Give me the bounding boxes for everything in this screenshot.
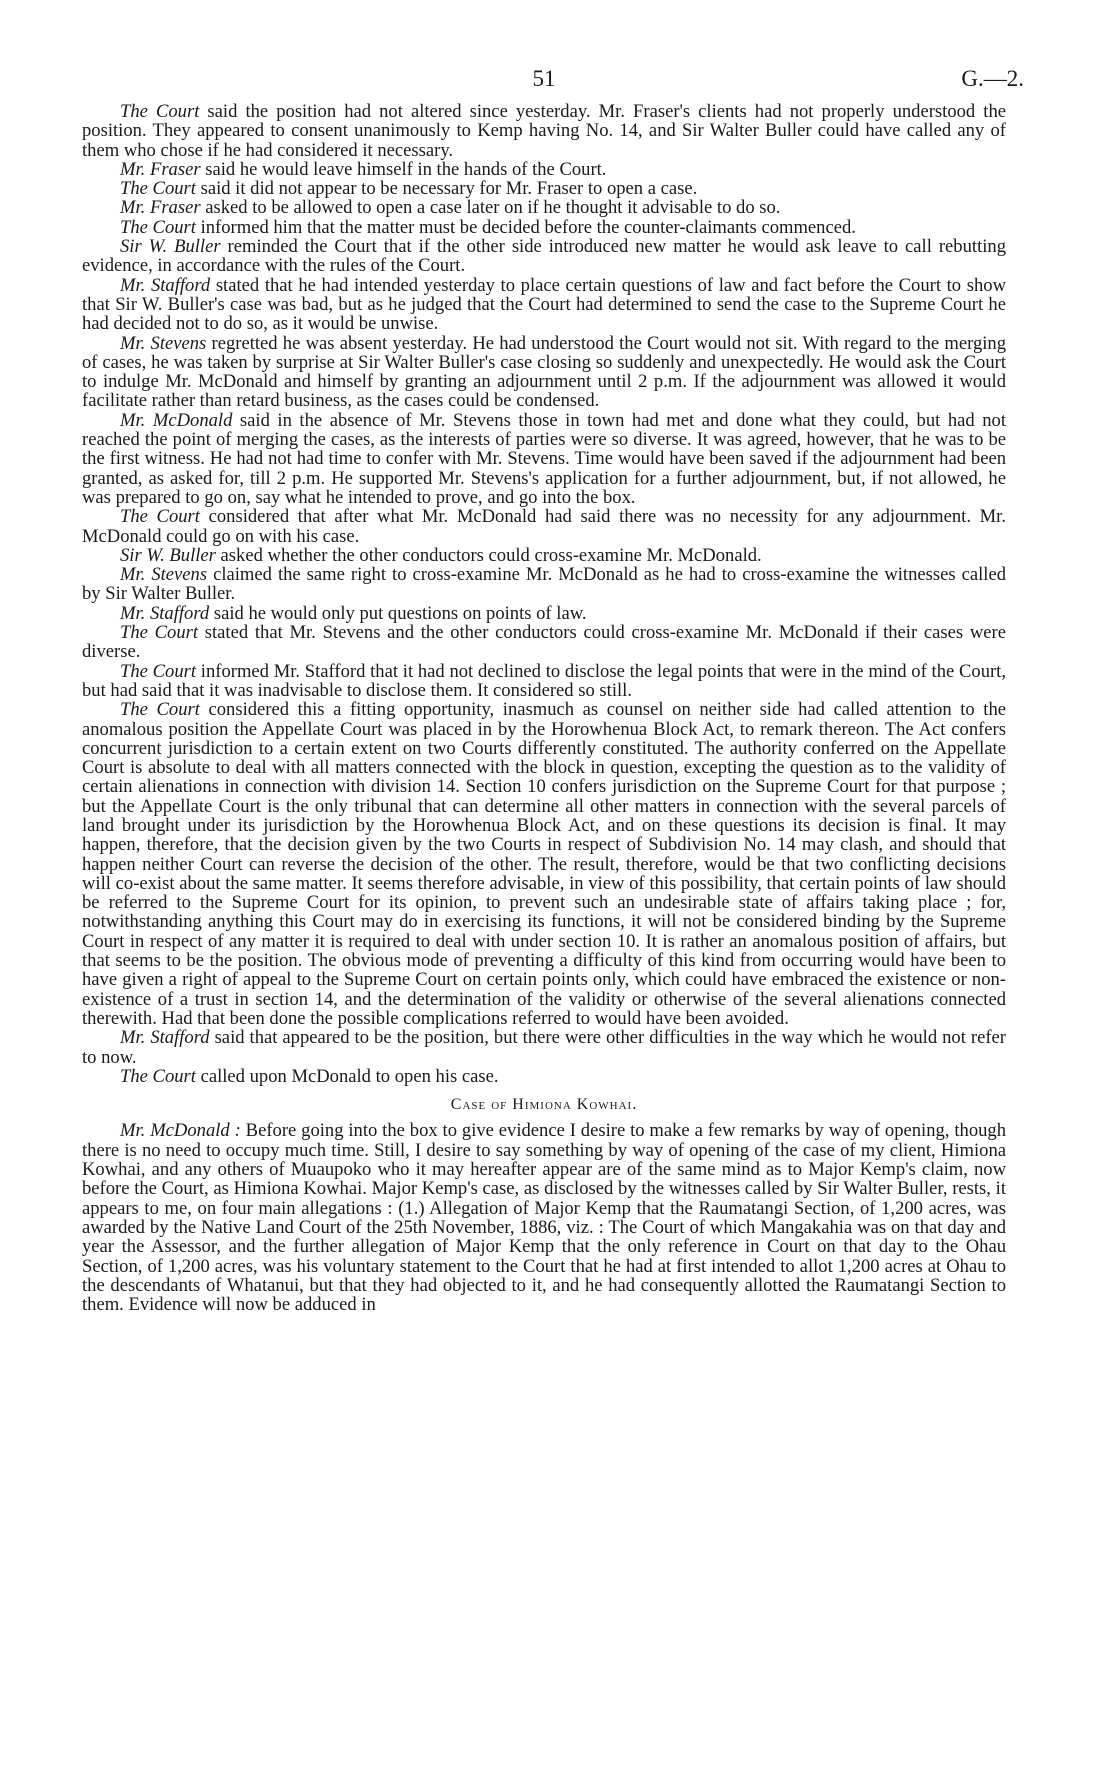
speaker-name: The Court: [120, 699, 200, 721]
speaker-name: Mr. Stafford: [120, 274, 211, 296]
speaker-name: Mr. Fraser: [120, 197, 201, 219]
paragraph-text: informed Mr. Stafford that it had not declined to disclose the legal points that were in the mind of the Court, but had said that it was inadvisable to disclose them. It considered so still.: [82, 660, 1006, 701]
paragraph: [82, 546, 1006, 565]
proceedings-section: [82, 102, 1006, 1086]
speaker-name: Mr. McDonald: [120, 409, 233, 431]
paragraph: [82, 604, 1006, 623]
paragraph-text: claimed the same right to cross-examine Mr. McDonald as he had to cross-examine the witnesses called by Sir Walter Buller.: [82, 564, 1006, 605]
page-number: 51: [532, 66, 556, 91]
paragraph: [82, 1121, 1006, 1314]
paragraph-text: reminded the Court that if the other side introduced new matter he would ask leave to call rebutting evidence, in accordance with the rules of the Court.: [82, 236, 1006, 277]
speaker-name: The Court: [120, 101, 200, 122]
paragraph-text: said in the absence of Mr. Stevens those in town had met and done what they could, but had not reached the point of merging the cases, as the interests of parties were so diverse. It was agreed, however, that he was to be the first witness. He had not had time to confer with Mr. Stevens. Time would have been saved if the adjournment had been granted, as asked for, till 2 p.m. He supported Mr. Stevens's application for a further adjournment, but, if not allowed, he was prepared to go on, say what he intended to prove, and go into the box.: [82, 409, 1007, 508]
paragraph: [82, 411, 1006, 507]
speaker-name: Mr. Stevens: [120, 564, 208, 586]
paragraph-text: stated that Mr. Stevens and the other conductors could cross-examine Mr. McDonald if their cases were diverse.: [82, 622, 1006, 663]
paragraph-text: stated that he had intended yesterday to place certain questions of law and fact before the Court to show that Sir W. Buller's case was bad, but as he judged that the Court had determined to send the case to the Supreme Court he had decided not to do so, as it would be unwise.: [82, 274, 1006, 335]
paragraph: [82, 102, 1006, 160]
speaker-name: Mr. Stafford: [120, 1027, 210, 1049]
speaker-name: The Court: [120, 1065, 196, 1087]
paragraph-text: asked to be allowed to open a case later on if he thought it advisable to do so.: [200, 197, 781, 219]
section-heading: Case of Himiona Kowhai.: [450, 1096, 638, 1114]
speaker-name: The Court: [120, 216, 196, 238]
paragraph-text: Before going into the box to give evidence I desire to make a few remarks by way of opening, though there is no need to occupy much time. Still, I desire to say something by way of opening of the case of my client, Himiona Kowhai, and any others of Muaupoko who it may hereafter appear are of the same mind as to Major Kemp's claim, now before the Court, as Himiona Kowhai. Major Kemp's case, as disclosed by the witnesses called by Sir Walter Buller, rests, it appears to me, on four main allegations : (1.) Allegation of Major Kemp that the Raumatangi Section, of 1,200 acres, was awarded by the Native Land Court of the 25th November, 1886, viz. : The Court of which Mangakahia was on that day and year the Assessor, and the further allegation of Major Kemp that the only reference in Court on that day to the Ohau Section, of 1,200 acres, was his voluntary statement to the Court that he had at first intended to allot 1,200 acres at Ohau to the descendants of Whatanui, but that they had objected to it, and he had consequently allotted the Raumatangi Section to them. Evidence will now be adduced in: [82, 1120, 1007, 1316]
paragraph: [82, 507, 1006, 546]
paragraph-text: considered this a fitting opportunity, inasmuch as counsel on neither side had called attention to the anomalous position the Appellate Court was placed in by the Horowhenua Block Act, to remark thereon. The Act confers concurrent jurisdiction to a certain extent on two Courts differently constituted. The authority conferred on the Appellate Court is absolute to deal with all matters connected with the block in question, excepting the question as to the validity of certain alienations in connection with division 14. Section 10 confers jurisdiction on the Supreme Court for that purpose ; but the Appellate Court is the only tribunal that can determine all other matters in connection with the several parcels of land brought under its jurisdiction by the Horowhenua Block Act, and on these questions its decision is final. It may happen, therefore, that the decision given by the two Courts in respect of Subdivision No. 14 may clash, and should that happen neither Court can reverse the decision of the other. The result, therefore, would be that two conflicting decisions will co-exist about the same matter. It seems therefore advisable, in view of this possibility, that certain points of law should be referred to the Supreme Court for its opinion, to prevent such an undesirable state of affairs taking place ; for, notwithstanding anything this Court may do in exercising its functions, it will not be considered binding by the Supreme Court in respect of any matter it is required to deal with under section 10. It is rather an anomalous position of affairs, but that seems to be the position. The obvious mode of preventing a difficulty of this kind from occurring would have been to have given a right of appeal to the Supreme Court on certain points only, which could have embraced the existence or non-existence of a trust in section 14, and the determination of the validity or otherwise of the several alienations connected therewith. Had that been done the possible complications referred to would have been avoided.: [82, 699, 1006, 1029]
speaker-name: The Court: [120, 622, 199, 644]
speaker-name: Sir W. Buller: [120, 236, 221, 258]
document-reference: G.—2.: [961, 66, 1024, 91]
paragraph-text: said he would only put questions on points of law.: [209, 602, 587, 624]
paragraph: [82, 565, 1006, 604]
paragraph-text: asked whether the other conductors could cross-examine Mr. McDonald.: [215, 544, 762, 566]
paragraph-text: called upon McDonald to open his case.: [195, 1065, 499, 1087]
paragraph-text: said that appeared to be the position, but there were other difficulties in the way which he would not refer to now.: [82, 1027, 1006, 1068]
paragraph: [82, 334, 1006, 411]
opening-statement-section: [82, 1121, 1006, 1314]
paragraph: [82, 700, 1006, 1028]
speaker-name: The Court: [120, 506, 200, 528]
paragraph-text: regretted he was absent yesterday. He had understood the Court would not sit. With regard to the merging of cases, he was taken by surprise at Sir Walter Buller's case closing so suddenly and unexpectedly. He would ask the Court to indulge Mr. McDonald and himself by granting an adjournment until 2 p.m. If the adjournment was allowed it would facilitate rather than retard business, as the cases could be condensed.: [82, 332, 1007, 412]
paragraph: [82, 623, 1006, 662]
paragraph-text: considered that after what Mr. McDonald had said there was no necessity for any adjournment. Mr. McDonald could go on with his case.: [82, 506, 1006, 547]
paragraph: [82, 218, 1006, 237]
speaker-name: Mr. Stafford: [120, 602, 210, 624]
paragraph-text: said it did not appear to be necessary for Mr. Fraser to open a case.: [195, 178, 698, 200]
page-header: [82, 66, 1024, 102]
paragraph: [82, 276, 1006, 334]
speaker-name: Mr. Fraser: [120, 158, 201, 180]
speaker-name: The Court: [120, 178, 196, 200]
speaker-name: The Court: [120, 660, 197, 682]
document-page: [82, 66, 1024, 1316]
paragraph: [82, 179, 1006, 198]
paragraph-text: informed him that the matter must be decided before the counter-claimants commenced.: [195, 216, 856, 238]
document-body: [82, 102, 1006, 1314]
speaker-name: Mr. McDonald :: [120, 1120, 241, 1142]
paragraph: [82, 1028, 1006, 1067]
paragraph: [82, 160, 1006, 179]
paragraph: [82, 662, 1006, 701]
paragraph-text: said the position had not altered since yesterday. Mr. Fraser's clients had not properly understood the position. They appeared to consent unanimously to Kemp having No. 14, and Sir Walter Buller could have called any of them who chose if he had considered it necessary.: [82, 101, 1006, 161]
paragraph-text: said he would leave himself in the hands of the Court.: [200, 158, 607, 180]
paragraph: [82, 237, 1006, 276]
paragraph: [82, 198, 1006, 217]
speaker-name: Sir W. Buller: [120, 544, 216, 566]
paragraph: [82, 1067, 1006, 1086]
speaker-name: Mr. Stevens: [120, 332, 207, 354]
